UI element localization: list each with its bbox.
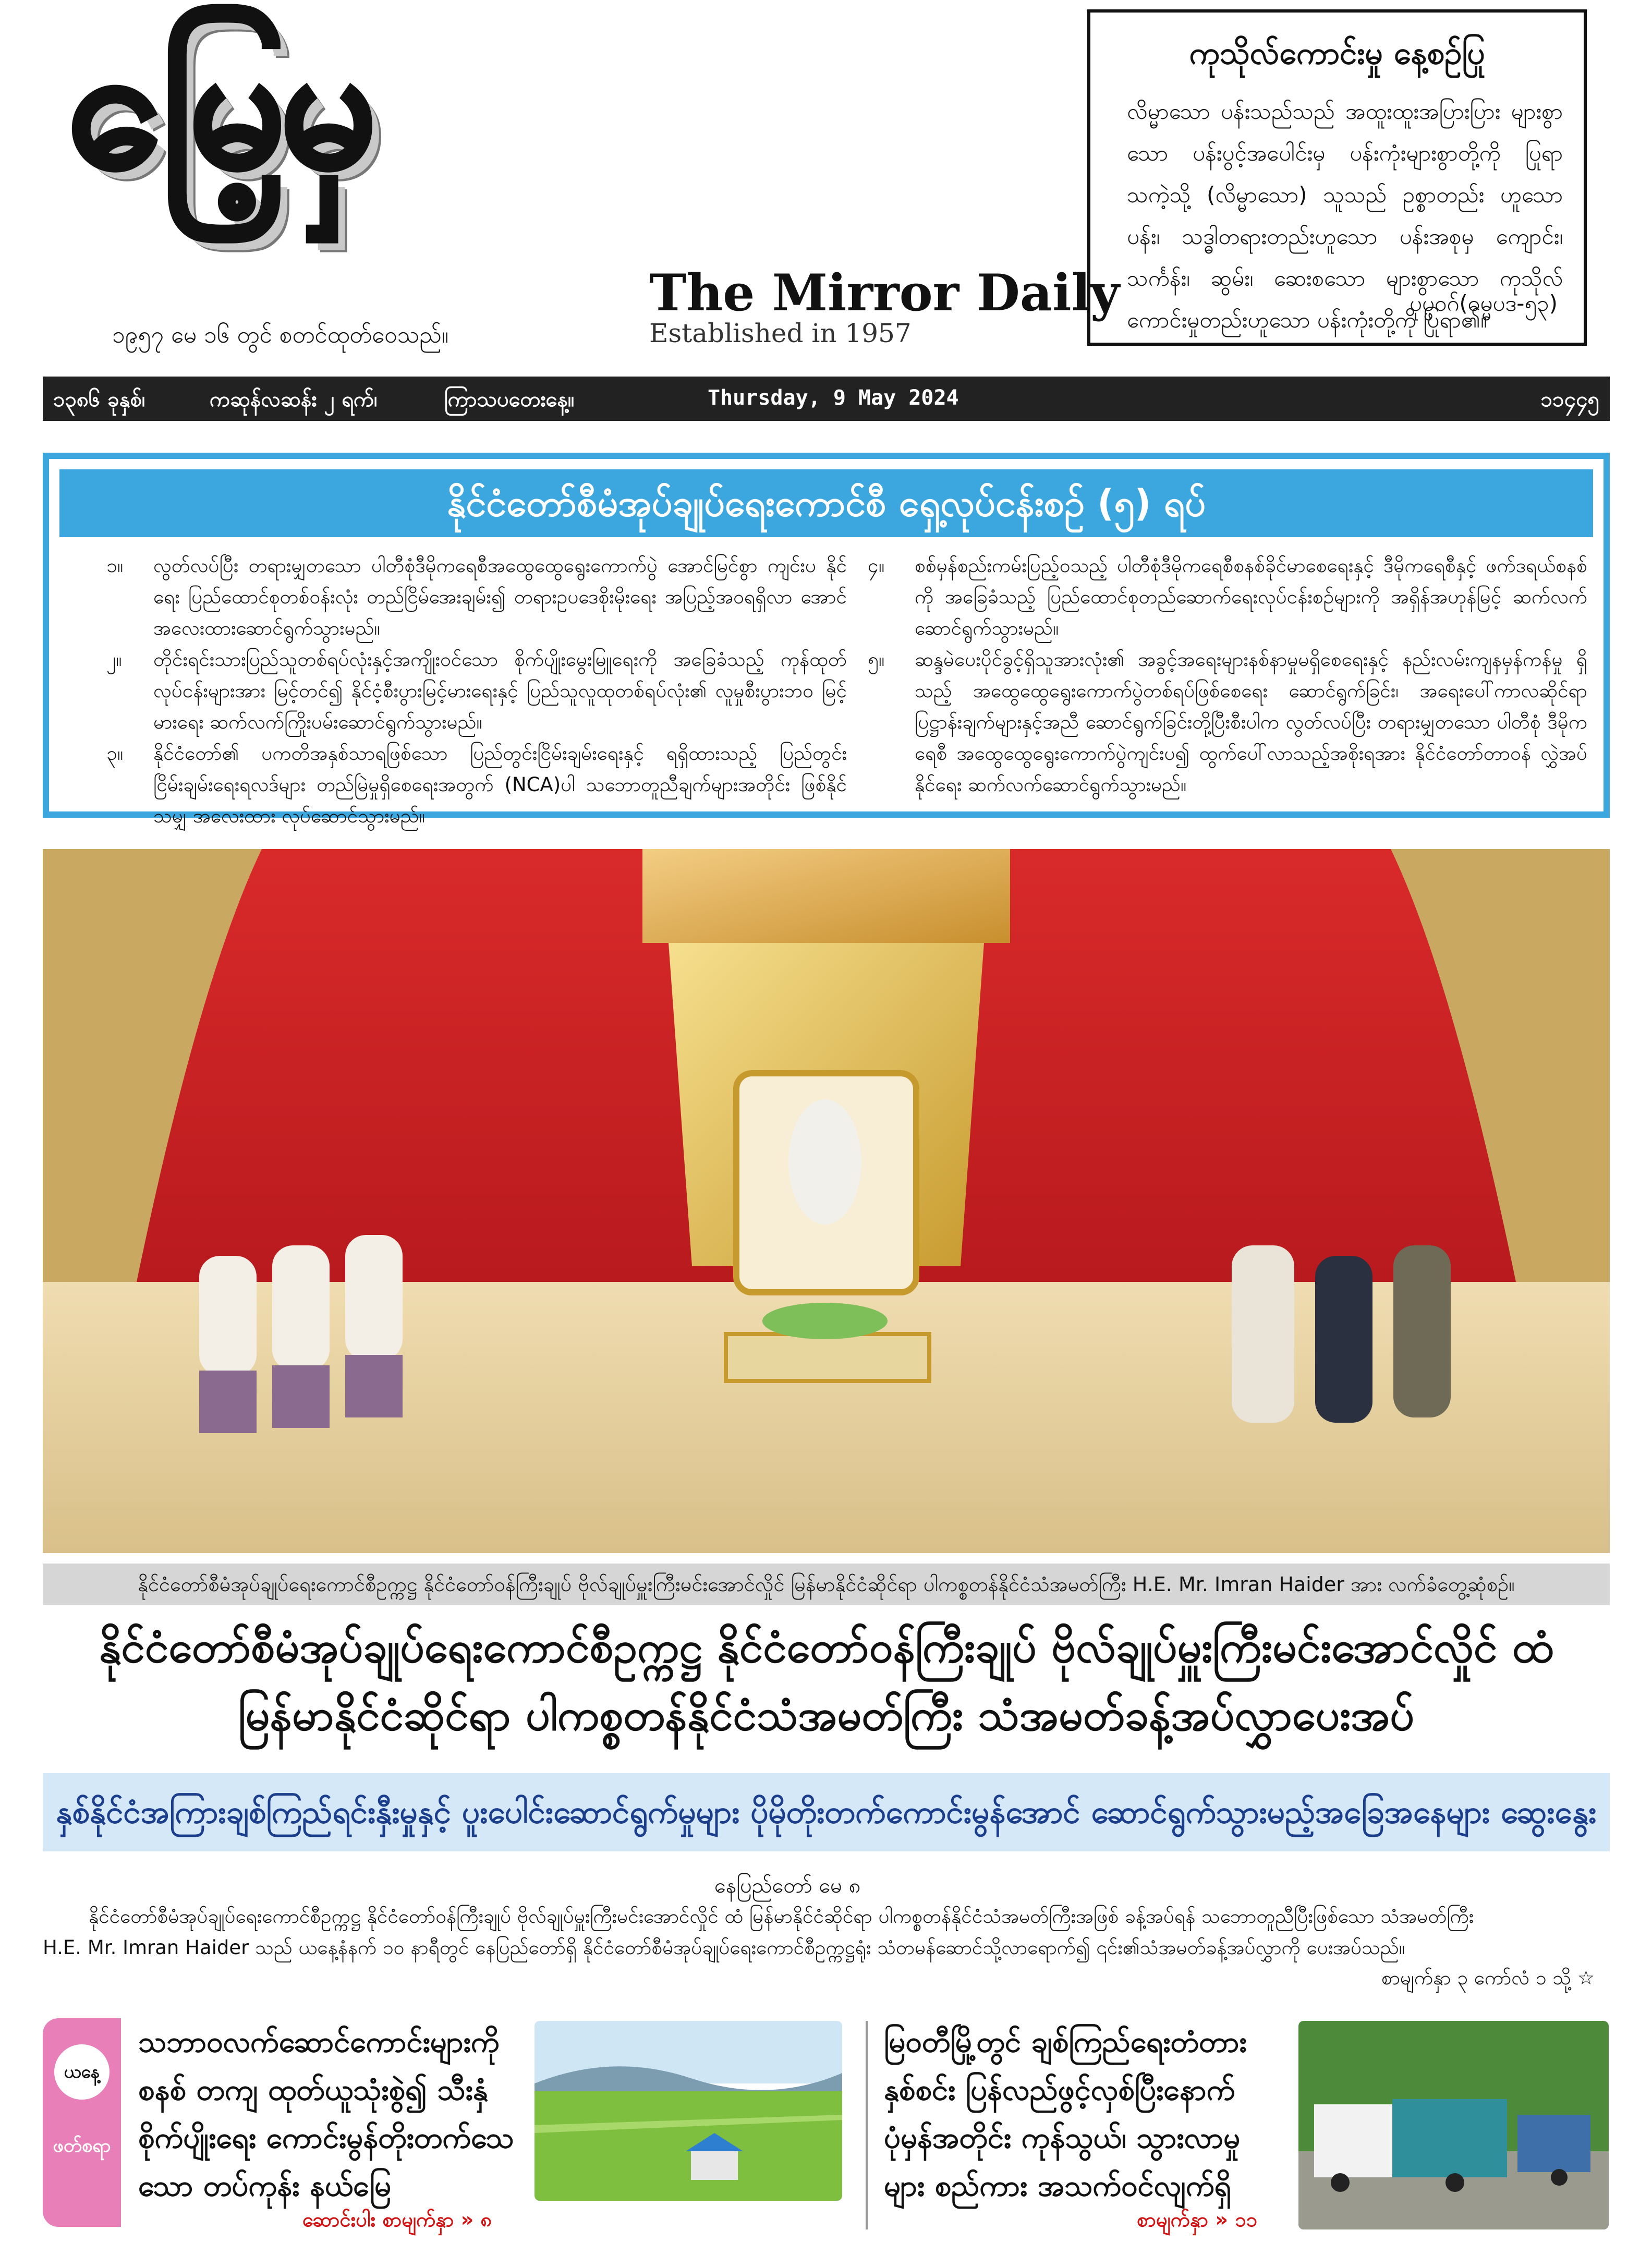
lead-headline-line-1: နိုင်ငံတော်စီမံအုပ်ချုပ်ရေးကောင်စီဥက္ကဋ္ဌ နိုင်ငံတော်ဝန်ကြီးချုပ် ဗိုလ်ချုပ်မှူးကြီးမင်းအောင်လှိုင် ထံ [99, 1623, 1554, 1673]
reception-hall-illustration [43, 849, 1610, 1553]
policy-item-text: နိုင်ငံတော်၏ ပကတိအနှစ်သာရဖြစ်သော ပြည်တွင်းငြိမ်းချမ်းရေးနှင့် ရရှိထားသည့် ပြည်တွင်း ငြိမ်းချမ်းရေးရလဒ်များ တည်မြဲမှုရှိစေရေးအတွက် (NCA)ပါ သဘောတူညီချက်များအတိုင်း ဖြစ်နိုင်သမျှ အလေးထား လုပ်ဆောင်သွားမည်။ [153, 742, 847, 827]
proverb-title: ကုသိုလ်ကောင်းမှု နေ့စဉ်ပြု [1189, 35, 1485, 71]
left-story-photo [535, 2021, 842, 2201]
policy-item-text: စစ်မှန်စည်းကမ်းပြည့်ဝသည့် ပါတီစုံဒီမိုကရေစီစနစ်ခိုင်မာစေရေးနှင့် ဒီမိုကရေစီနှင့် ဖက်ဒရယ်စနစ် ကို အခြေခံသည့် ပြည်ထောင်စုတည်ဆောက်ရေးလုပ်ငန်းစဉ်များကို အရှိန်အဟုန်မြင့် ဆက်လက် ဆောင်ရွက်သွားမည်။ [915, 554, 1587, 639]
policy-item [106, 644, 847, 738]
hero-photo [43, 849, 1610, 1553]
established-note: Established in 1957 [649, 318, 912, 348]
policy-item [106, 550, 847, 644]
reading-label: ဖတ်စရာ [53, 2135, 111, 2156]
policy-item-text: ဆန္ဒမဲပေးပိုင်ခွင့်ရှိသူအားလုံး၏ အခွင့်အရေးများနစ်နာမှုမရှိစေရေးနှင့် နည်းလမ်းကျနမှန်ကန်မှု ရှိသည့် အထွေထွေရွေးကောက်ပွဲတစ်ရပ်ဖြစ်စေရေး ဆောင်ရွက်ခြင်း၊ အရေးပေါ်ကာလဆိုင်ရာ ပြဋ္ဌာန်းချက်များနှင့်အညီ ဆောင်ရွက်ခြင်းတို့ပြီးစီးပါက လွတ်လပ်ပြီး တရားမျှတသော ပါတီစုံ ဒီမိုကရေစီ အထွေထွေရွေးကောက်ပွဲကျင်းပ၍ ထွက်ပေါ်လာသည့်အစိုးရအား နိုင်ငံတော်တာဝန် လွှဲအပ်နိုင်ရေး ဆက်လက်ဆောင်ရွက်သွားမည်။ [915, 648, 1587, 796]
policy-item-number: ၅။ [868, 648, 885, 671]
proverb-source: ပုပ္ဖဝဂ်(ဓမ္မပဒ-၅၃) [1409, 290, 1558, 316]
right-story-more-link[interactable]: စာမျက်နှာ » ၁၁ [1137, 2208, 1257, 2231]
today-reading-tab [43, 2018, 121, 2227]
policy-item-number: ၂။ [106, 648, 122, 671]
policy-item-number: ၁။ [106, 554, 124, 577]
policy-box [43, 453, 1610, 827]
policy-item [106, 738, 847, 832]
policy-item [868, 644, 1587, 801]
policy-item-number: ၄။ [868, 554, 885, 577]
policy-item [868, 550, 1587, 644]
policy-item-number: ၃။ [106, 742, 124, 765]
founded-note: ၁၉၅၇ မေ ၁၆ တွင် စတင်ထုတ်ဝေသည်။ [112, 322, 449, 348]
policy-item-text: တိုင်းရင်းသားပြည်သူတစ်ရပ်လုံးနှင့်အကျိုးဝင်သော စိုက်ပျိုးမွေးမြူရေးကို အခြေခံသည့် ကုန်ထုတ် လုပ်ငန်းများအား မြင့်တင်၍ နိုင်ငံ့စီးပွားမြင့်မားရေးနှင့် ပြည်သူလူထုတစ်ရပ်လုံး၏ လူမှုစီးပွားဘဝ မြင့်မားရေး ဆက်လက်ကြိုးပမ်းဆောင်ရွက်သွားမည်။ [153, 648, 847, 733]
lead-subheadline: နှစ်နိုင်ငံအကြားချစ်ကြည်ရင်းနှီးမှုနှင့် ပူးပေါင်းဆောင်ရွက်မှုများ ပိုမိုတိုးတက်ကောင်းမွန်အောင် ဆောင်ရွက်သွားမည့်အခြေအနေများ ဆွေးနွေး [43, 1773, 1610, 1851]
dateline: နေပြည်တော် မေ ၈ [714, 1874, 861, 1898]
left-story-title[interactable]: သဘာဝလက်ဆောင်ကောင်းများကို စနစ် တကျ ထုတ်ယူသုံးစွဲ၍ သီးနှံစိုက်ပျိုးရေး ကောင်းမွန်တိုးတက်သေသော တပ်ကုန်း နယ်မြေ [138, 2025, 514, 2203]
logo-text: မြေ့မှ [68, 10, 372, 204]
newspaper-name: The Mirror Daily [649, 263, 1120, 322]
policy-header: နိုင်ငံတော်စီမံအုပ်ချုပ်ရေးကောင်စီ ရှေ့လုပ်ငန်းစဉ် (၅) ရပ် [59, 469, 1593, 537]
proverb-box [1087, 9, 1587, 346]
left-story-more-link[interactable]: ဆောင်းပါး စာမျက်နှာ » ၈ [302, 2208, 492, 2231]
border-trucks-illustration [1298, 2021, 1609, 2229]
right-story-title[interactable]: မြဝတီမြို့တွင် ချစ်ကြည်ရေးတံတားနှစ်စင်း ပြန်လည်ဖွင့်လှစ်ပြီးနောက် ပုံမှန်အတိုင်း ကုန်သွယ်၊ သွားလာမှုများ စည်ကား အသက်ဝင်လျက်ရှိ [884, 2025, 1247, 2203]
paddy-field-illustration [535, 2021, 842, 2201]
date-english: Thursday, 9 May 2024 [708, 386, 959, 410]
issue-number: ၁၁၄၄၅ [1540, 387, 1599, 411]
date-bar [43, 377, 1610, 421]
policy-item-text: လွတ်လပ်ပြီး တရားမျှတသော ပါတီစုံဒီမိုကရေစီအထွေထွေရွေးကောက်ပွဲ အောင်မြင်စွာ ကျင်းပ နိုင်ရေး ပြည်ထောင်စုတစ်ဝန်းလုံး တည်ငြိမ်အေးချမ်း၍ တရားဥပဒေစိုးမိုးရေး အပြည့်အဝရရှိလာ အောင် အလေးထားဆောင်ရွက်သွားမည်။ [153, 554, 847, 639]
masthead-logo [57, 10, 657, 287]
date-year: ၁၃၈၆ ခုနှစ်၊ [53, 387, 145, 411]
today-label: ယနေ့ [54, 2044, 110, 2100]
lead-headline-line-2: မြန်မာနိုင်ငံဆိုင်ရာ ပါကစ္စတန်နိုင်ငံသံအမတ်ကြီး သံအမတ်ခန့်အပ်လွှာပေးအပ် [238, 1691, 1415, 1740]
lead-body-line-1: နိုင်ငံတော်စီမံအုပ်ချုပ်ရေးကောင်စီဥက္ကဋ္ဌ နိုင်ငံတော်ဝန်ကြီးချုပ် ဗိုလ်ချုပ်မှူးကြီးမင်းအောင်လှိုင် ထံ မြန်မာနိုင်ငံဆိုင်ရာ ပါကစ္စတန်နိုင်ငံသံအမတ်ကြီးအဖြစ် ခန့်အပ်ရန် သဘောတူညီပြီးဖြစ်သော သံအမတ်ကြီး [89, 1905, 1474, 1928]
photo-caption: နိုင်ငံတော်စီမံအုပ်ချုပ်ရေးကောင်စီဥက္ကဋ္ဌ နိုင်ငံတော်ဝန်ကြီးချုပ် ဗိုလ်ချုပ်မှူးကြီးမင်းအောင်လှိုင် မြန်မာနိုင်ငံဆိုင်ရာ ပါကစ္စတန်နိုင်ငံသံအမတ်ကြီး H.E. Mr. Imran Haider အား လက်ခံတွေ့ဆုံစဉ်။ [43, 1564, 1610, 1605]
date-weekday: ကြာသပတေးနေ့။ [444, 387, 575, 411]
lead-body-line-2: H.E. Mr. Imran Haider သည် ယနေ့နံနက် ၁၀ နာရီတွင် နေပြည်တော်ရှိ နိုင်ငံတော်စီမံအုပ်ချုပ်ရေးကောင်စီဥက္ကဋ္ဌရုံး သံတမန်ဆောင်သို့လာရောက်၍ ၎င်း၏သံအမတ်ခန့်အပ်လွှာကို ပေးအပ်သည်။ [43, 1936, 1405, 1959]
date-month: ကဆုန်လဆန်း ၂ ရက်၊ [210, 387, 378, 411]
column-divider [866, 2021, 868, 2229]
continued-link[interactable]: စာမျက်နှာ ၃ ကော်လံ ၁ သို့ ☆ [1381, 1967, 1595, 1989]
right-story-photo [1298, 2021, 1609, 2229]
proverb-text: လိမ္မာသော ပန်းသည်သည် အထူးထူးအပြားပြား များစွာသော ပန်းပွင့်အပေါင်းမှ ပန်းကုံးများစွာတို့ကို ပြုရာသကဲ့သို့ (လိမ္မာသော) သူသည် ဥစ္စာတည်း ဟူသော ပန်း၊ သဒ္ဓါတရားတည်းဟူသော ပန်းအစုမှ ကျောင်း၊ သင်္ကန်း၊ ဆွမ်း၊ ဆေးစသော များစွာသော ကုသိုလ်ကောင်းမှုတည်းဟူသော ပန်းကုံးတို့ကို ပြုရာ၏။ [1127, 99, 1563, 333]
